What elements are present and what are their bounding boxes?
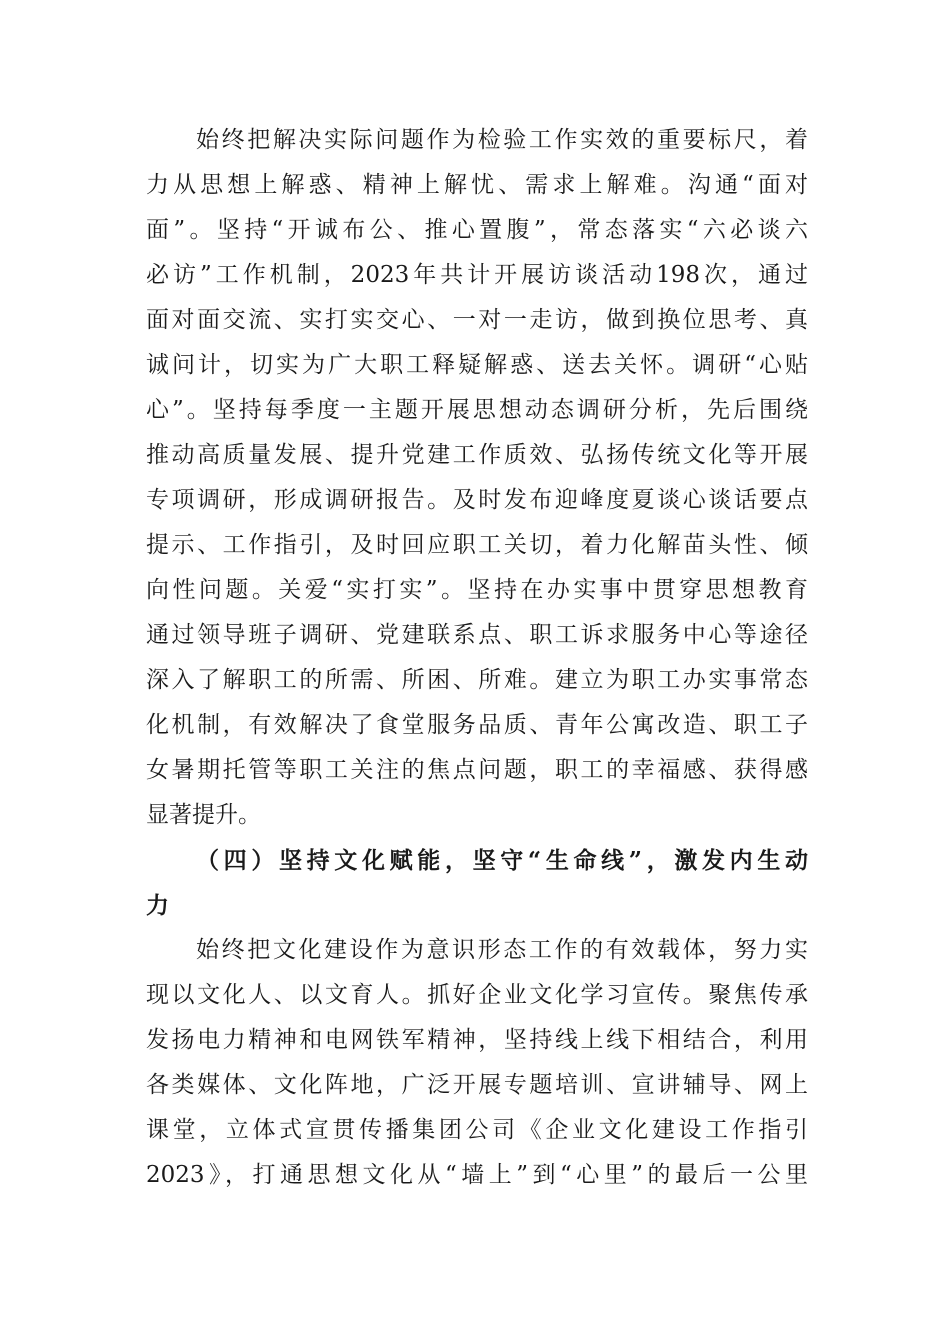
text-line: 始终把解决实际问题作为检验工作实效的重要标尺，着 bbox=[196, 127, 808, 153]
heading-line: 力 bbox=[146, 892, 169, 919]
section-heading-4 bbox=[146, 838, 808, 928]
text-line: 女暑期托管等职工关注的焦点问题，职工的幸福感、获得感 bbox=[146, 757, 808, 783]
text-line: 诚问计，切实为广大职工释疑解惑、送去关怀。调研“心贴 bbox=[146, 352, 808, 378]
text-line: 必访”工作机制，2023年共计开展访谈活动198次，通过 bbox=[146, 262, 808, 288]
text-line: 课堂，立体式宣贯传播集团公司《企业文化建设工作指引 bbox=[146, 1117, 808, 1143]
text-line: 力从思想上解惑、精神上解忧、需求上解难。沟通“面对 bbox=[146, 172, 808, 198]
document-page bbox=[146, 118, 808, 1198]
text-line: 化机制，有效解决了食堂服务品质、青年公寓改造、职工子 bbox=[146, 712, 808, 738]
text-line: 向性问题。关爱“实打实”。坚持在办实事中贯穿思想教育 bbox=[146, 577, 808, 603]
text-line: 推动高质量发展、提升党建工作质效、弘扬传统文化等开展 bbox=[146, 442, 808, 468]
text-line: 专项调研，形成调研报告。及时发布迎峰度夏谈心谈话要点 bbox=[146, 487, 808, 513]
text-line: 2023》，打通思想文化从“墙上”到“心里”的最后一公里 bbox=[146, 1162, 808, 1188]
text-line: 心”。坚持每季度一主题开展思想动态调研分析，先后围绕 bbox=[146, 397, 808, 423]
text-line: 发扬电力精神和电网铁军精神，坚持线上线下相结合，利用 bbox=[146, 1027, 808, 1053]
text-line: 显著提升。 bbox=[146, 802, 261, 828]
text-line: 各类媒体、文化阵地，广泛开展专题培训、宣讲辅导、网上 bbox=[146, 1072, 808, 1098]
text-line: 通过领导班子调研、党建联系点、职工诉求服务中心等途径 bbox=[146, 622, 808, 648]
text-line: 面”。坚持“开诚布公、推心置腹”，常态落实“六必谈六 bbox=[146, 217, 808, 243]
text-line: 始终把文化建设作为意识形态工作的有效载体，努力实 bbox=[196, 937, 808, 963]
paragraph-culture bbox=[146, 928, 808, 1198]
paragraph-problem-solving bbox=[146, 118, 808, 838]
text-line: 提示、工作指引，及时回应职工关切，着力化解苗头性、倾 bbox=[146, 532, 808, 558]
heading-line: （四）坚持文化赋能，坚守“生命线”，激发内生动 bbox=[196, 847, 808, 874]
text-line: 现以文化人、以文育人。抓好企业文化学习宣传。聚焦传承 bbox=[146, 982, 808, 1008]
text-line: 深入了解职工的所需、所困、所难。建立为职工办实事常态 bbox=[146, 667, 808, 693]
text-line: 面对面交流、实打实交心、一对一走访，做到换位思考、真 bbox=[146, 307, 808, 333]
